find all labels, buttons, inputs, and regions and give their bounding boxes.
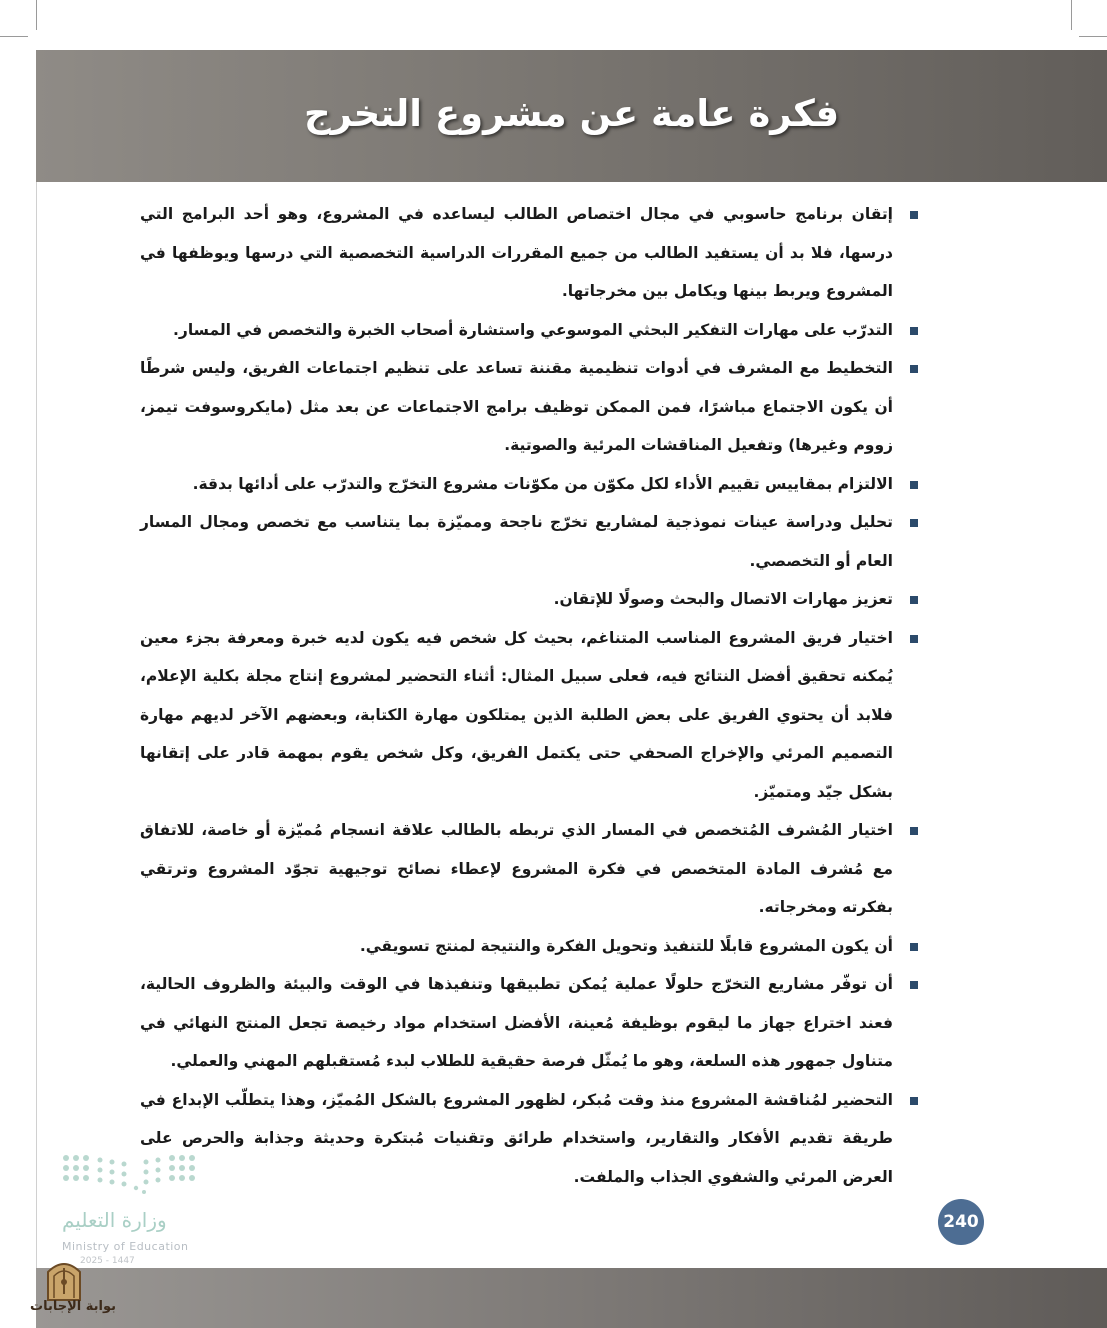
list-item: التدرّب على مهارات التفكير البحثي الموسوعي واستشارة أصحاب الخبرة والتخصص في المسار. bbox=[140, 311, 918, 350]
watermark-pen-icon bbox=[42, 1254, 86, 1302]
list-item: تحليل ودراسة عينات نموذجية لمشاريع تخرّج ناجحة ومميّزة بما يتناسب مع تخصص ومجال المسار العام أو التخصصي. bbox=[140, 503, 918, 580]
square-bullet-icon bbox=[910, 211, 918, 219]
ministry-name-arabic: وزارة التعليم bbox=[62, 1208, 167, 1232]
crop-mark-top-left-v bbox=[36, 0, 37, 30]
square-bullet-icon bbox=[910, 481, 918, 489]
crop-mark-top-left-h bbox=[0, 36, 28, 37]
bullet-list bbox=[140, 195, 918, 1196]
ministry-name-english: Ministry of Education bbox=[62, 1240, 189, 1253]
page-border bbox=[36, 180, 37, 1268]
list-item: أن توفّر مشاريع التخرّج حلولًا عملية يُمكن تطبيقها وتنفيذها في الوقت والبيئة والظروف الحالية، فعند اختراع جهاز ما ليقوم بوظيفة مُعينة، الأفضل استخدام مواد رخيصة تجعل المنتج النهائي في متناول جمهور هذه السلعة، وهو ما يُمثّل فرصة حقيقية للطلاب لبدء مُستقبلهم المهني والعملي. bbox=[140, 965, 918, 1081]
crop-mark-top-right-v bbox=[1071, 0, 1072, 30]
list-item: أن يكون المشروع قابلًا للتنفيذ وتحويل الفكرة والنتيجة لمنتج تسويقي. bbox=[140, 927, 918, 966]
list-item: التحضير لمُناقشة المشروع منذ وقت مُبكر، لظهور المشروع بالشكل المُميّز، وهذا يتطلّب الإبداع في طريقة تقديم الأفكار والتقارير، واستخدام طرائق وتقنيات مُبتكرة وحديثة وجذابة والحرص على العرض المرئي والشفوي الجذاب والملفت. bbox=[140, 1081, 918, 1197]
crop-mark-top-right-h bbox=[1079, 36, 1107, 37]
square-bullet-icon bbox=[910, 596, 918, 604]
square-bullet-icon bbox=[910, 1097, 918, 1105]
list-item: تعزيز مهارات الاتصال والبحث وصولًا للإتقان. bbox=[140, 580, 918, 619]
list-item: اختيار المُشرف المُتخصص في المسار الذي تربطه بالطالب علاقة انسجام مُميّزة أو خاصة، للاتفاق مع مُشرف المادة المتخصص في فكرة المشروع لإعطاء نصائح توجيهية تجوّد المشروع وترتقي بفكرته ومخرجاته. bbox=[140, 811, 918, 927]
page-number-badge: 240 bbox=[938, 1199, 984, 1245]
ministry-logo-icon bbox=[60, 1152, 200, 1200]
square-bullet-icon bbox=[910, 365, 918, 373]
square-bullet-icon bbox=[910, 519, 918, 527]
square-bullet-icon bbox=[910, 327, 918, 335]
list-item: اختيار فريق المشروع المناسب المتناغم، بحيث كل شخص فيه يكون لديه خبرة ومعرفة بجزء معين يُمكنه تحقيق أفضل النتائج فيه، فعلى سبيل المثال: أثناء التحضير لمشروع إنتاج مجلة بكلية الإعلام، فلابد أن يحتوي الفريق على بعض الطلبة الذين يمتلكون مهارة الكتابة، وبعضهم الآخر لديهم مهارة التصميم المرئي والإخراج الصحفي حتى يكتمل الفريق، وكل شخص يقوم بمهمة قادر على إتقانها بشكل جيّد ومتميّز. bbox=[140, 619, 918, 812]
square-bullet-icon bbox=[910, 635, 918, 643]
header-band bbox=[36, 50, 1107, 182]
square-bullet-icon bbox=[910, 981, 918, 989]
page-title: فكرة عامة عن مشروع التخرج bbox=[303, 92, 840, 135]
list-item: التخطيط مع المشرف في أدوات تنظيمية مقننة تساعد على تنظيم اجتماعات الفريق، وليس شرطًا أن يكون الاجتماع مباشرًا، فمن الممكن توظيف برامج الاجتماعات عن بعد مثل (مايكروسوفت تيمز، زووم وغيرها) وتفعيل المناقشات المرئية والصوتية. bbox=[140, 349, 918, 465]
content-area bbox=[140, 195, 918, 1196]
square-bullet-icon bbox=[910, 943, 918, 951]
ministry-year: 2025 - 1447 bbox=[80, 1256, 135, 1266]
footer-band bbox=[36, 1268, 1107, 1328]
list-item: إتقان برنامج حاسوبي في مجال اختصاص الطالب ليساعده في المشروع، وهو أحد البرامج التي درسها، فلا بد أن يستفيد الطالب من جميع المقررات الدراسية التخصصية التي درسها ويوظفها في المشروع ويربط بينها ويكامل بين مخرجاتها. bbox=[140, 195, 918, 311]
watermark-text: بوابة الإجابات bbox=[30, 1299, 116, 1314]
list-item: الالتزام بمقاييس تقييم الأداء لكل مكوّن من مكوّنات مشروع التخرّج والتدرّب على أدائها بدقة. bbox=[140, 465, 918, 504]
square-bullet-icon bbox=[910, 827, 918, 835]
